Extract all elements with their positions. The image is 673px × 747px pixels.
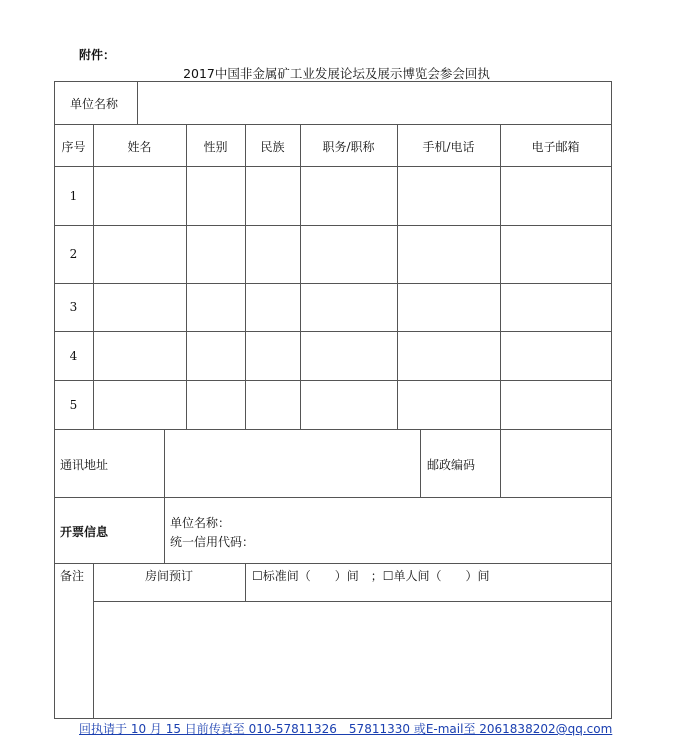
row-number: 4	[69, 349, 78, 363]
invoice-label: 开票信息	[60, 525, 109, 539]
row-number: 2	[69, 247, 78, 261]
header-ethnicity: 民族	[260, 140, 285, 154]
header-gender: 性别	[203, 140, 228, 154]
header-position: 职务/职称	[322, 140, 375, 154]
invoice-credit-code: 统一信用代码：	[170, 535, 255, 549]
footer-contact-note[interactable]: 回执请于 10 月 15 日前传真至 010-57811326 57811330 或E-mail至 2061838202@qq.com	[79, 722, 613, 736]
room-booking-label: 房间预订	[144, 569, 193, 583]
header-email: 电子邮箱	[531, 140, 580, 154]
header-phone: 手机/电话	[422, 140, 475, 154]
row-number: 1	[69, 189, 78, 203]
room-options: ☐标准间（ ）间 ；☐单人间（ ）间	[252, 569, 490, 583]
address-label: 通讯地址	[60, 458, 109, 472]
invoice-unit-name: 单位名称：	[170, 516, 231, 530]
form-title: 2017中国非金属矿工业发展论坛及展示博览会参会回执	[183, 66, 490, 81]
header-name: 姓名	[127, 140, 152, 154]
unit-name-label: 单位名称	[70, 97, 119, 111]
postcode-label: 邮政编码	[427, 458, 476, 472]
row-number: 3	[69, 300, 78, 314]
remarks-label: 备注	[60, 569, 85, 583]
row-number: 5	[69, 398, 78, 412]
header-index: 序号	[61, 140, 86, 154]
attachment-label: 附件：	[79, 48, 116, 62]
